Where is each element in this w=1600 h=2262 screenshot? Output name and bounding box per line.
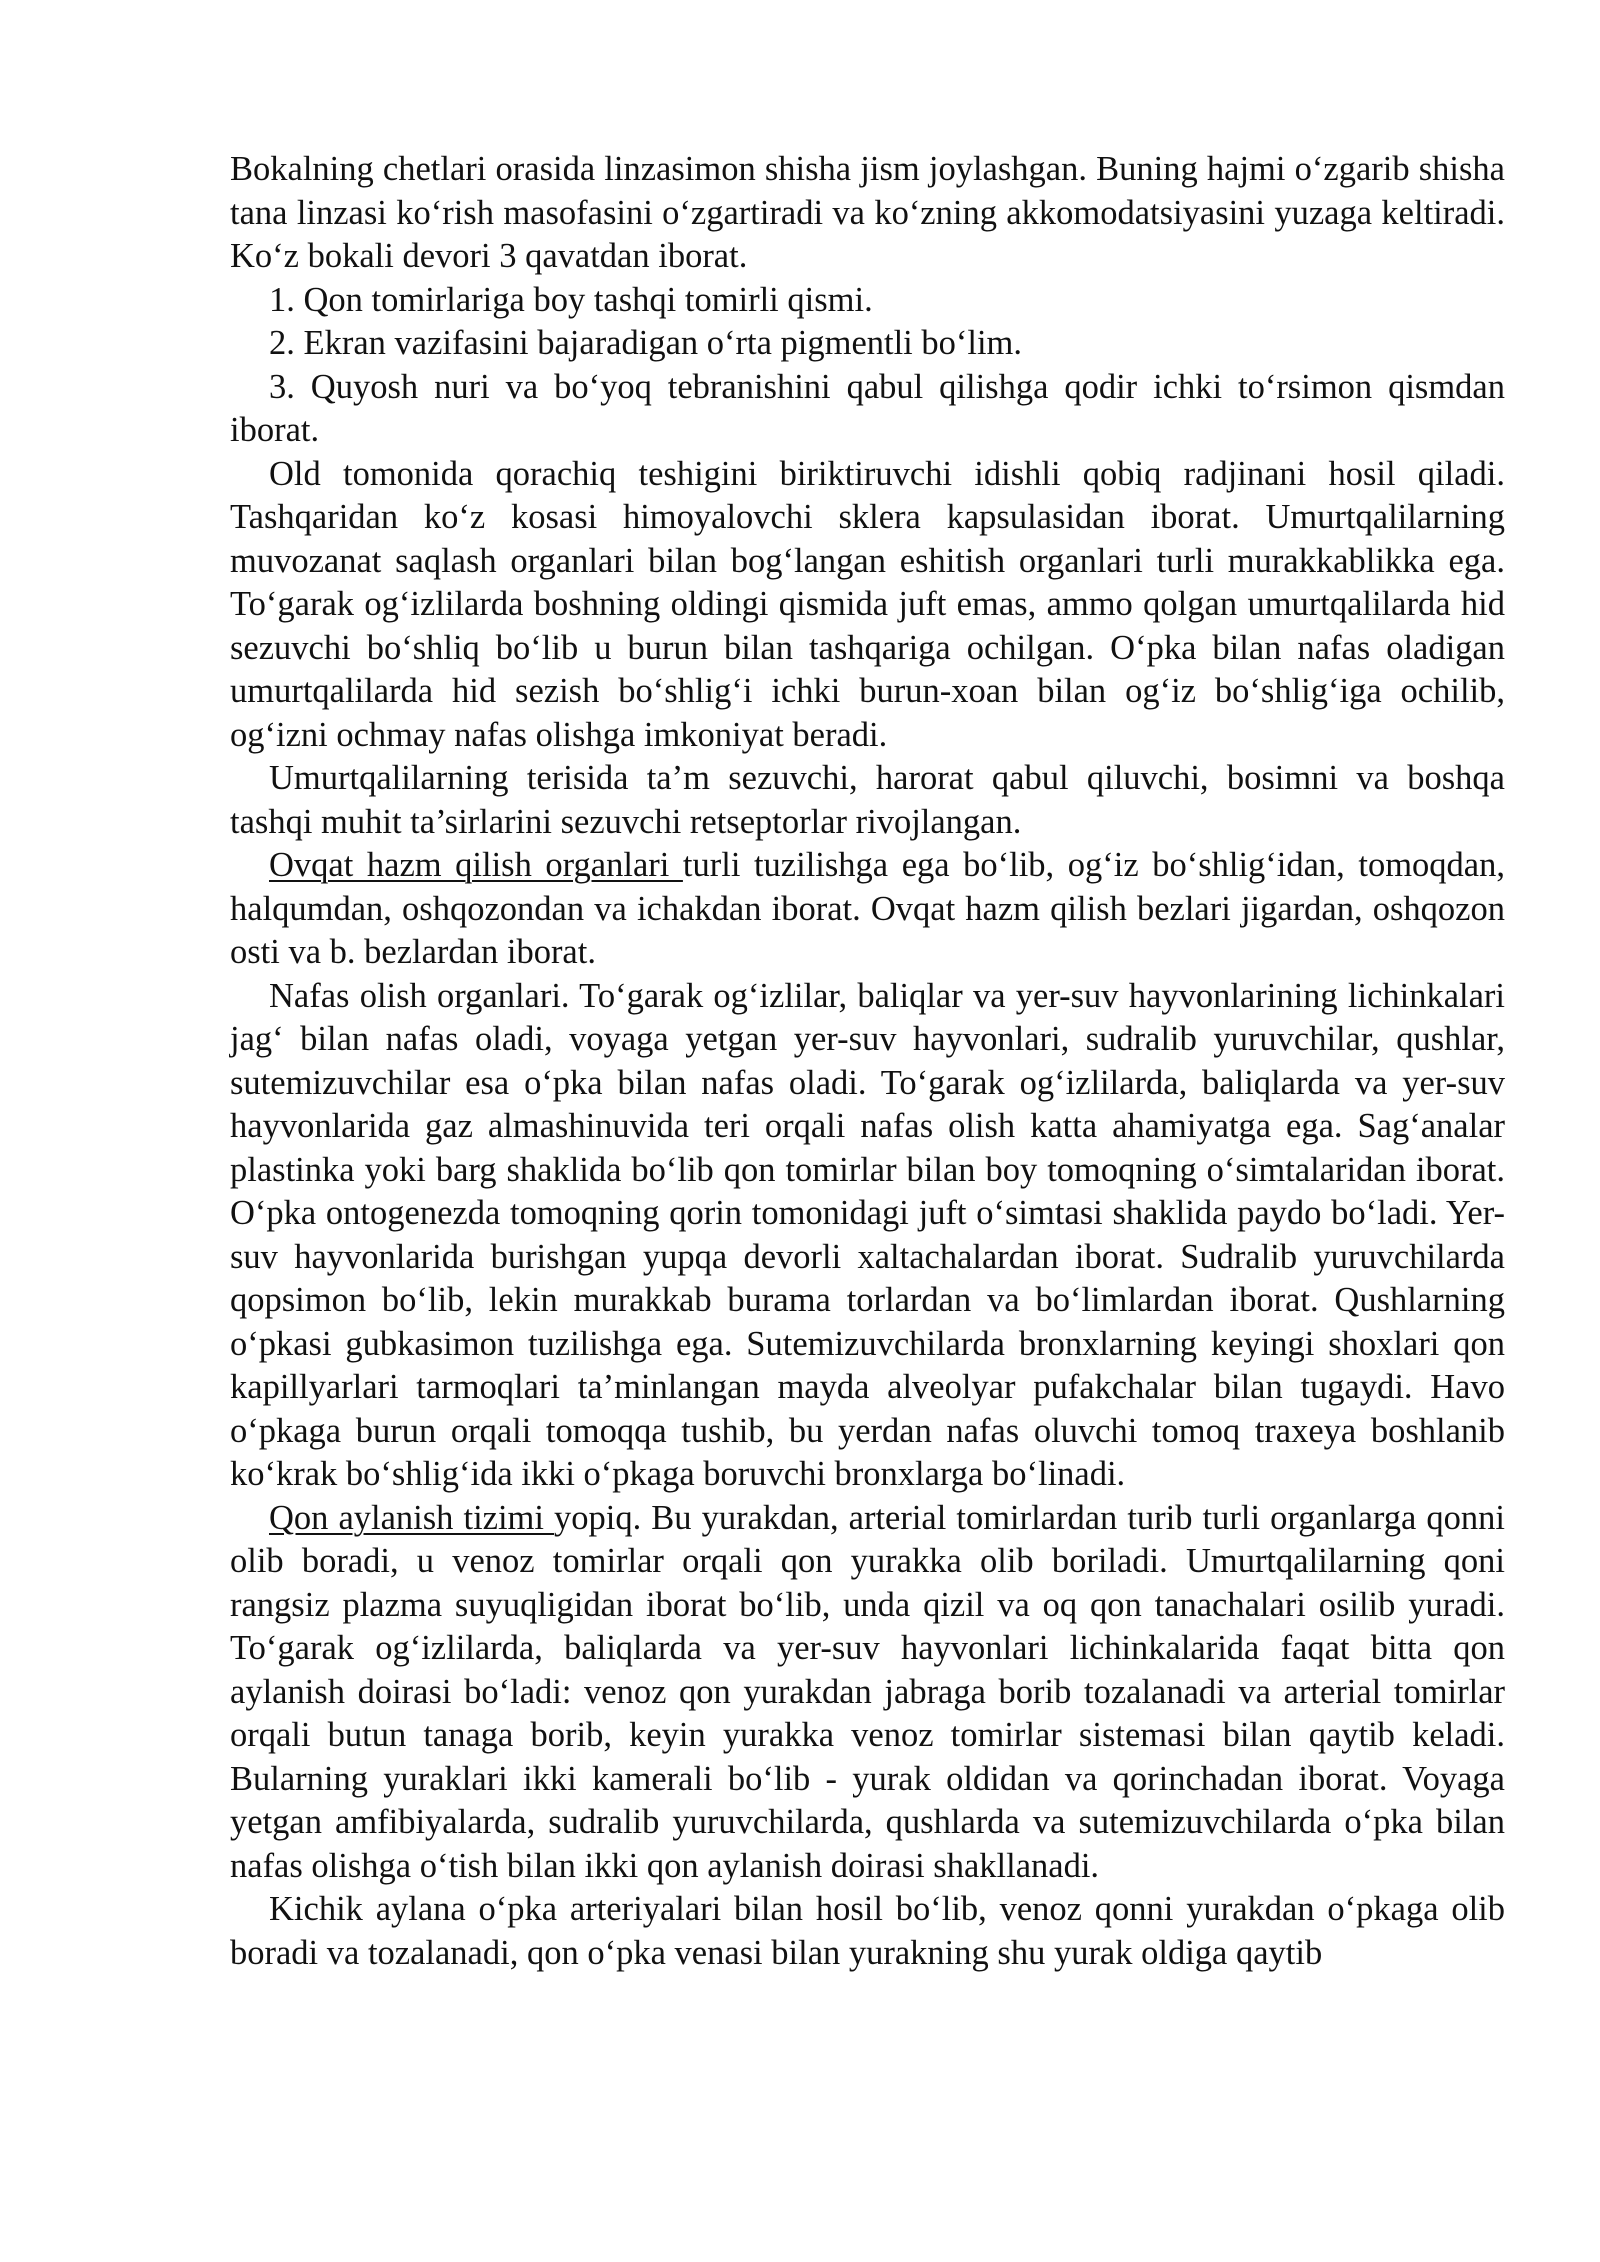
paragraph-sense-organs: Old tomonida qorachiq teshigini biriktiruvchi idishli qobiq radjinani hosil qiladi. Tashqaridan ko‘z kosasi himoyalovchi sklera kapsulasidan iborat. Umurtqalilarning muvozanat saqlash organlari bilan bog‘langan eshitish organlari turli murakkablikka ega. To‘garak og‘izlilarda boshning oldingi qismida juft emas, ammo qolgan umurtqalilarda hid sezuvchi bo‘shliq bo‘lib u burun bilan tashqariga ochilgan. O‘pka bilan nafas oladigan umurtqalilarda hid sezish bo‘shlig‘i ichki burun-xoan bilan og‘iz bo‘shlig‘iga ochilib, og‘izni ochmay nafas olishga imkoniyat beradi. <box>230 454 1505 754</box>
heading-digestive-organs: Ovqat hazm qilish organlari <box>269 846 683 884</box>
paragraph-pulmonary-circulation: Kichik aylana o‘pka arteriyalari bilan hosil bo‘lib, venoz qonni yurakdan o‘pkaga olib boradi va tozalanadi, qon o‘pka venasi bilan yurakning shu yurak oldiga qaytib <box>230 1890 1505 1972</box>
list-item-outer-layer: 1. Qon tomirlariga boy tashqi tomirli qismi. <box>269 280 873 319</box>
paragraph-eye-lens: Bokalning chetlari orasida linzasimon shisha jism joylashgan. Buning hajmi o‘zgarib shisha tana linzasi ko‘rish masofasini o‘zgartiradi va ko‘zning akkomodatsiyasini yuzaga keltiradi. Ko‘z bokali devori 3 qavatdan iborat. <box>230 150 1505 275</box>
list-item-middle-layer: 2. Ekran vazifasini bajaradigan o‘rta pigmentli bo‘lim. <box>269 324 1023 362</box>
list-item-inner-layer: 3. Quyosh nuri va bo‘yoq tebranishini qabul qilishga qodir ichki to‘rsimon qismdan iborat. <box>230 367 1505 449</box>
paragraph-circulatory-text: yopiq. Bu yurakdan, arterial tomirlardan turib turli organlarga qonni olib boradi, u venoz tomirlar orqali qon yurakka olib boriladi. Umurtqalilarning qoni rangsiz plazma suyuqligidan iborat bo‘lib, unda qizil va oq qon tanachalari osilib yuradi. To‘garak og‘izlilarda, baliqlarda va yer-suv hayvonlari lichinkalarida faqat bitta qon aylanish doirasi bo‘ladi: venoz qon yurakdan jabraga borib tozalanadi va arterial tomirlar orqali butun tanaga borib, keyin yurakka venoz tomirlar sistemasi bilan qaytib keladi. Bularning yuraklari ikki kamerali bo‘lib - yurak oldidan va qorinchadan iborat. Voyaga yetgan amfibiyalarda, sudralib yuruvchilarda, qushlarda va sutemizuvchilarda o‘pka bilan nafas olishga o‘tish bilan ikki qon aylanish doirasi shakllanadi. <box>230 1498 1505 1885</box>
paragraph-digestive-text: turli tuzilishga ega bo‘lib, og‘iz bo‘shlig‘idan, tomoqdan, halqumdan, oshqozondan va ichakdan iborat. Ovqat hazm qilish bezlari jigardan, oshqozon osti va b. bezlardan iborat. <box>230 846 1505 971</box>
document-page <box>230 148 1505 1975</box>
paragraph-respiratory-organs: Nafas olish organlari. To‘garak og‘izlilar, baliqlar va yer-suv hayvonlarining lichinkalari jag‘ bilan nafas oladi, voyaga yetgan yer-suv hayvonlari, sudralib yuruvchilar, qushlar, sutemizuvchilar esa o‘pka bilan nafas oladi. To‘garak og‘izlilarda, baliqlarda va yer-suv hayvonlarida gaz almashinuvida teri orqali nafas olish katta ahamiyatga ega. Sag‘analar plastinka yoki barg shaklida bo‘lib qon tomirlar bilan boy tomoqning o‘simtalaridan iborat. O‘pka ontogenezda tomoqning qorin tomonidagi juft o‘simtasi shaklida paydo bo‘ladi. Yer-suv hayvonlarida burishgan yupqa devorli xaltachalardan iborat. Sudralib yuruvchilarda qopsimon bo‘lib, lekin murakkab burama torlardan va bo‘limlardan iborat. Qushlarning o‘pkasi gubkasimon tuzilishga ega. Sutemizuvchilarda bronxlarning keyingi shoxlari qon kapillyarlari tarmoqlari ta’minlangan mayda alveolyar pufakchalar bilan tugaydi. Havo o‘pkaga burun orqali tomoqqa tushib, bu yerdan nafas oluvchi tomoq traxeya boshlanib ko‘krak bo‘shlig‘ida ikki o‘pkaga boruvchi bronxlarga bo‘linadi. <box>230 976 1505 1493</box>
paragraph-skin-receptors: Umurtqalilarning terisida ta’m sezuvchi, harorat qabul qiluvchi, bosimni va boshqa tashqi muhit ta’sirlarini sezuvchi retseptorlar rivojlangan. <box>230 759 1505 841</box>
paragraph-digestive-system <box>230 844 1505 975</box>
heading-circulatory-system: Qon aylanish tizimi <box>269 1498 555 1537</box>
paragraph-circulatory-system <box>230 1497 1505 1889</box>
